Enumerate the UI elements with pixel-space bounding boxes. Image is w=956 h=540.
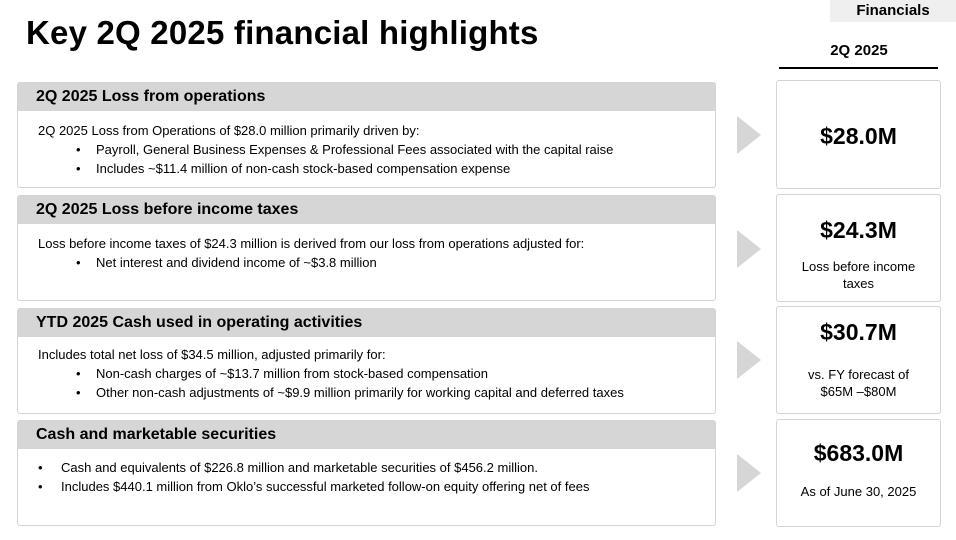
metric-card-loss-from-operations (776, 80, 941, 189)
arrow-right-icon (737, 454, 761, 492)
metric-value: $683.0M (813, 440, 904, 466)
bullet-item: • Net interest and dividend income of ~$3.8 million (18, 253, 715, 272)
bullet-item: • Other non-cash adjustments of ~$9.9 million primarily for working capital and deferred taxes (18, 383, 715, 402)
section-panel-loss-from-operations (17, 82, 716, 188)
section-panel-cash-and-securities (17, 420, 716, 526)
section-intro: 2Q 2025 Loss from Operations of $28.0 million primarily driven by: (38, 123, 420, 138)
arrow-right-icon (737, 230, 761, 268)
section-panel-loss-before-taxes (17, 195, 716, 301)
section-heading: YTD 2025 Cash used in operating activities (18, 309, 715, 337)
section-body (18, 449, 715, 496)
metric-card-cash-used-operating (776, 306, 941, 414)
bullet-item: • Includes ~$11.4 million of non-cash stock-based compensation expense (18, 159, 715, 178)
bullet-list (18, 364, 715, 402)
bullet-item: • Includes $440.1 million from Oklo’s successful marketed follow-on equity offering net of fees (18, 477, 715, 496)
column-heading-underline (779, 67, 938, 69)
page-title: Key 2Q 2025 financial highlights (26, 14, 539, 51)
metric-value: $28.0M (820, 123, 897, 149)
bullet-item: • Cash and equivalents of $226.8 million and marketable securities of $456.2 million. (18, 458, 715, 477)
section-intro: Loss before income taxes of $24.3 million is derived from our loss from operations adjusted for: (38, 236, 585, 251)
metric-value: $24.3M (820, 217, 897, 243)
metric-card-cash-and-securities (776, 419, 941, 527)
metric-caption: vs. FY forecast of $65M –$80M (808, 367, 909, 399)
arrow-right-icon (737, 341, 761, 379)
bullet-list (18, 458, 715, 496)
section-panel-cash-used-operating (17, 308, 716, 414)
section-tag: Financials (830, 0, 956, 22)
metric-caption: As of June 30, 2025 (800, 484, 917, 499)
metric-value: $30.7M (820, 319, 897, 345)
section-intro: Includes total net loss of $34.5 million, adjusted primarily for: (38, 347, 386, 362)
bullet-list (18, 253, 715, 272)
bullet-item: • Payroll, General Business Expenses & Professional Fees associated with the capital raise (18, 140, 715, 159)
bullet-item: • Non-cash charges of ~$13.7 million from stock-based compensation (18, 364, 715, 383)
metric-caption: Loss before income taxes (801, 259, 916, 291)
section-heading: 2Q 2025 Loss from operations (18, 83, 715, 111)
arrow-right-icon (737, 116, 761, 154)
section-body (18, 224, 715, 272)
metric-card-loss-before-taxes (776, 194, 941, 302)
section-heading: 2Q 2025 Loss before income taxes (18, 196, 715, 224)
column-heading: 2Q 2025 (830, 42, 888, 59)
section-body (18, 337, 715, 402)
section-heading: Cash and marketable securities (18, 421, 715, 449)
bullet-list (18, 140, 715, 178)
section-body (18, 111, 715, 178)
